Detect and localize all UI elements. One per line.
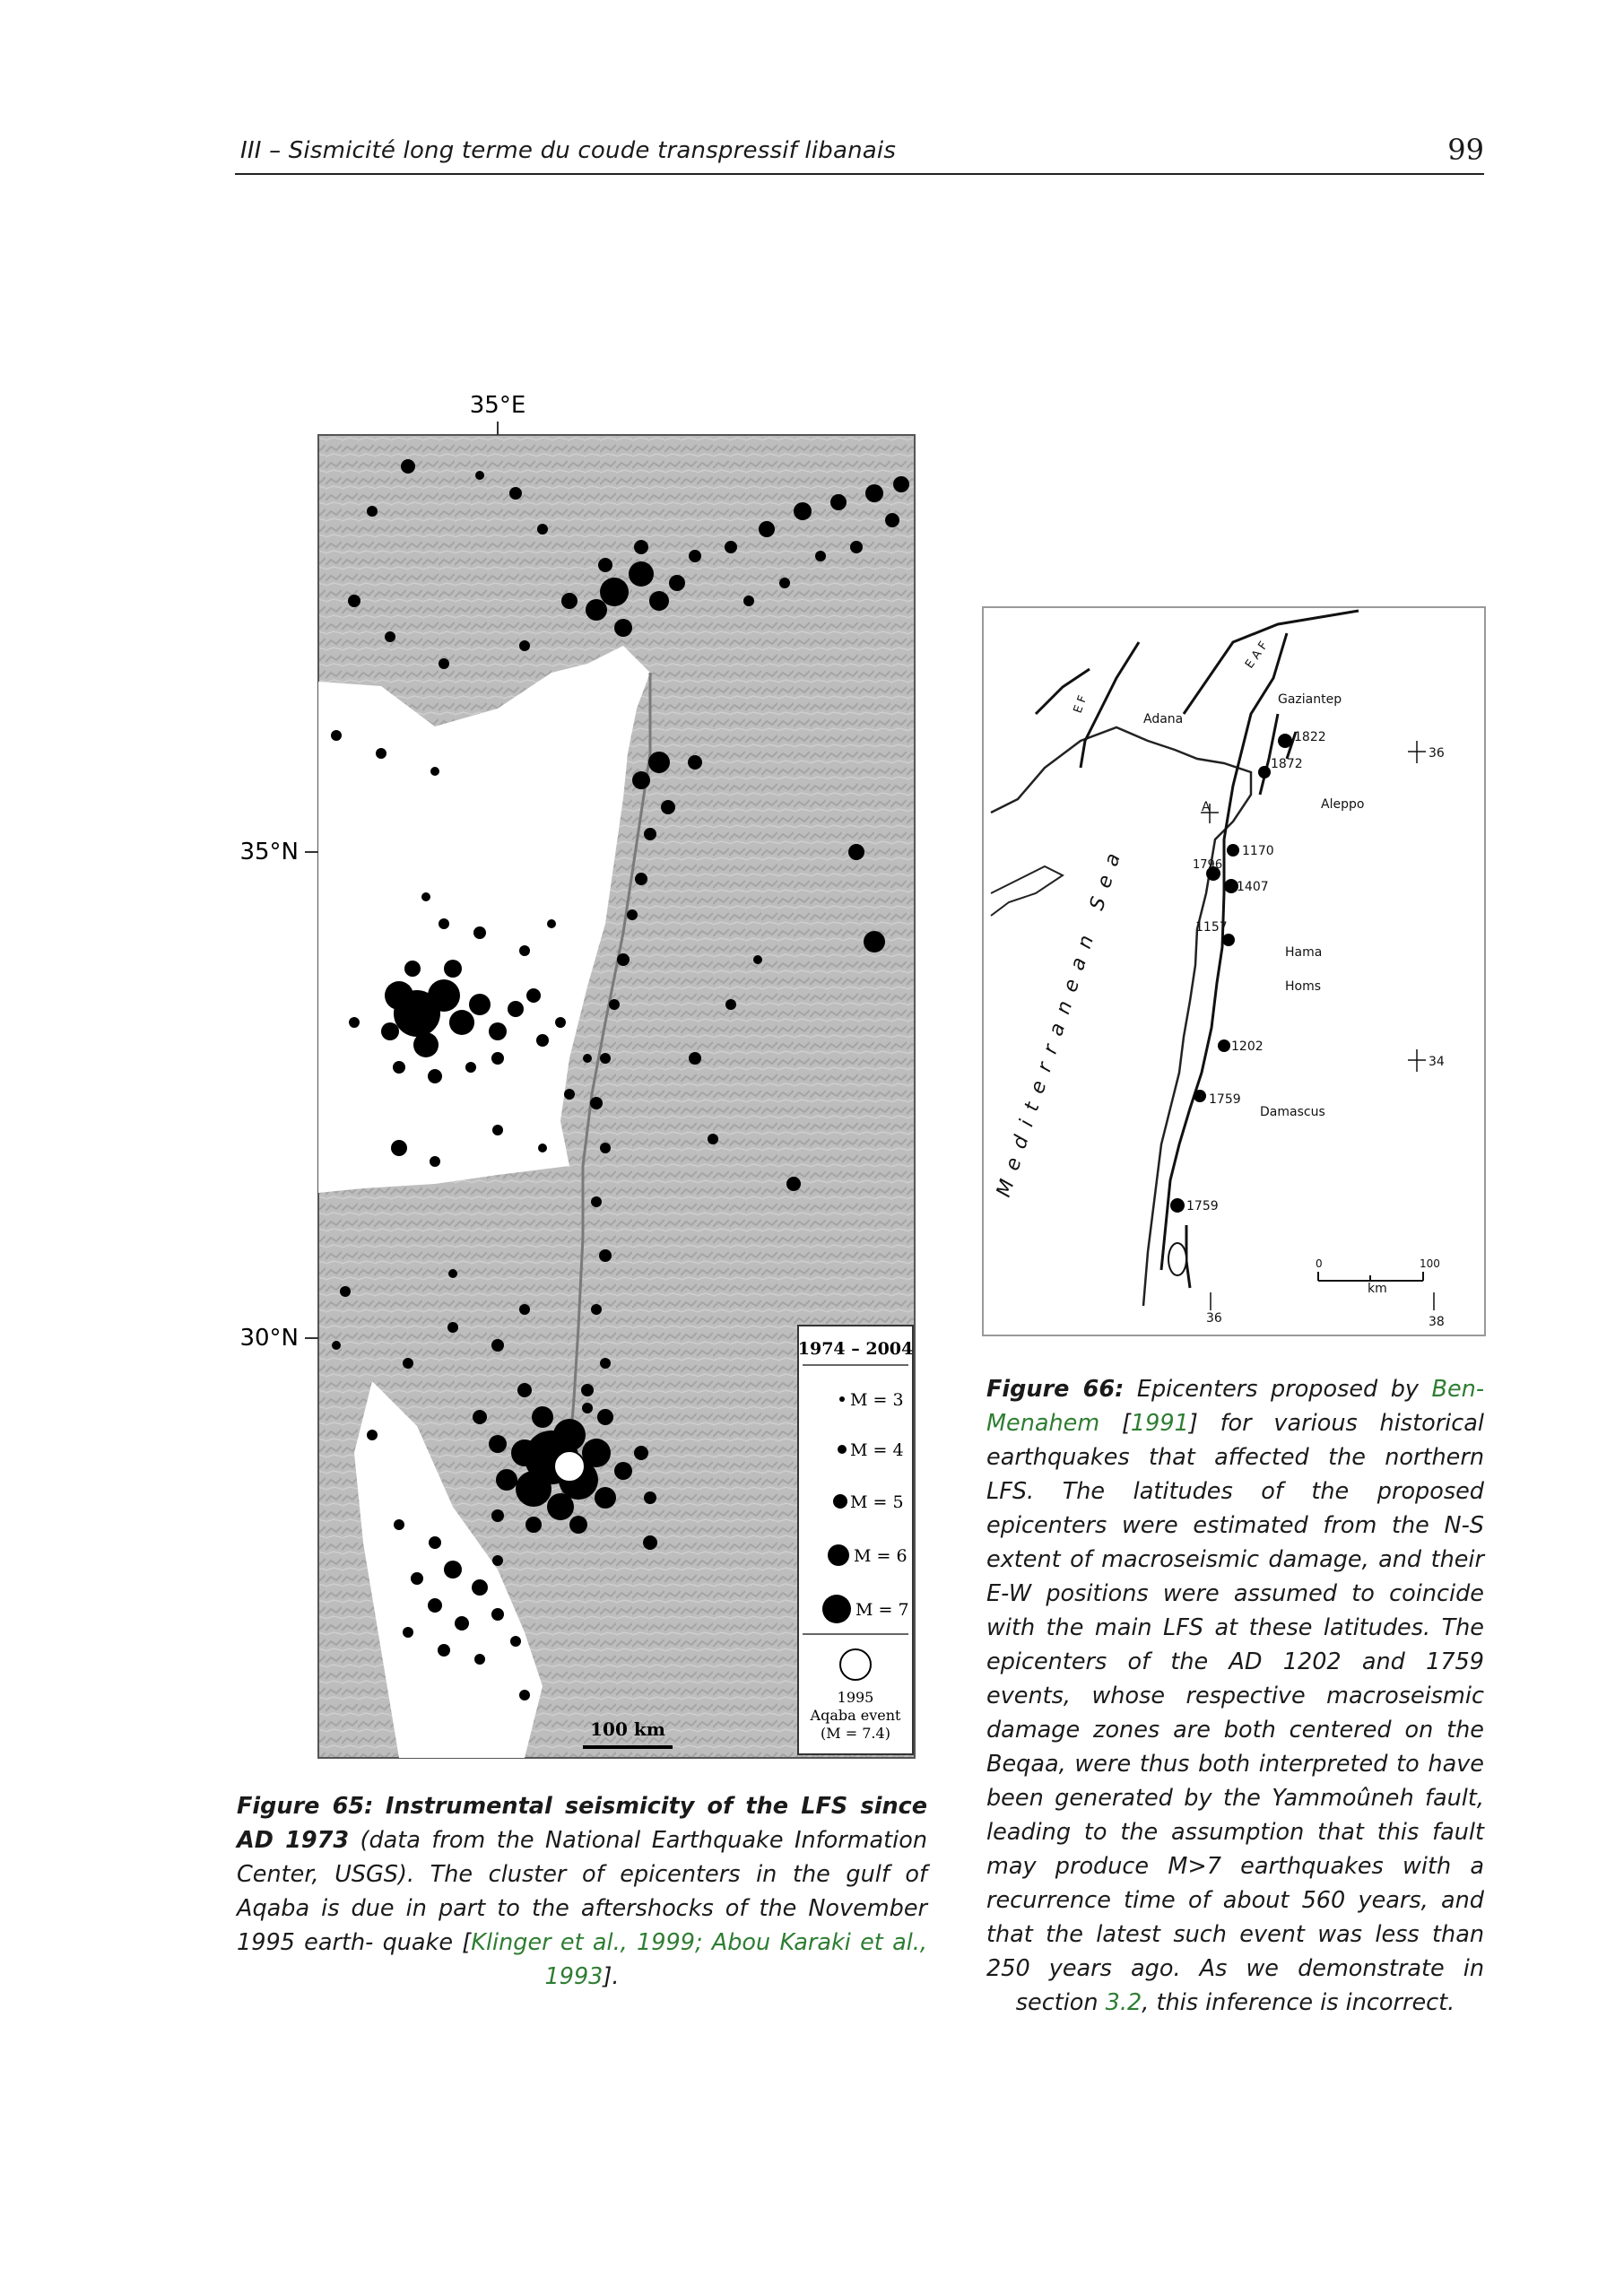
event-year-1170: 1170 [1242, 844, 1274, 858]
place-label-homs: Homs [1285, 979, 1322, 994]
legend-m7: M = 7 [855, 1600, 909, 1620]
caption-66-text-2: for various historical earthquakes that affected the northern LFS. The latitudes of the proposed epicenters were estimated from the N-S extent of macroseismic damage, and their E-W positions were assumed to coincide with the main LFS at these latitudes. The epicenters of the AD 1202 and 1759 events, whose respective macroseismic damage zones are both centered on the Beqaa, were thus both interpreted to have been generated by the Yammoûneh fault, leading to the assumption that this fault may produce M>7 earthquakes with a recurrence time of about 560 years, and that the latest such event was less than 250 years ago. As we demonstrate in section [986, 1410, 1484, 2016]
longitude-tick-36: 36 [1206, 1311, 1222, 1326]
place-label-damascus: Damascus [1260, 1105, 1325, 1119]
caption-65-title: Instrumental seismicity of the LFS since AD 1973 [237, 1793, 928, 1854]
running-header-title: III – Sismicité long terme du coude transpressif libanais [240, 137, 897, 164]
legend-event-year: 1995 [837, 1689, 874, 1706]
caption-65-citation[interactable]: Klinger et al., 1999; Abou Karaki et al., 1993 [471, 1929, 927, 1990]
caption-66-section-ref[interactable]: 3.2 [1105, 1989, 1142, 2016]
graticule-marks [1201, 741, 1434, 1310]
historical-epicenters [1170, 734, 1292, 1213]
place-label-aleppo: Aleppo [1321, 797, 1365, 812]
legend-m6: M = 6 [854, 1546, 908, 1566]
scale-unit: km [1368, 1282, 1387, 1296]
event-year-1407: 1407 [1237, 880, 1269, 894]
caption-66-label: Figure 66: [986, 1376, 1125, 1403]
longitude-label-35e: 35°E [469, 392, 526, 419]
legend-m5: M = 5 [850, 1492, 904, 1512]
place-label-gaziantep: Gaziantep [1278, 692, 1342, 707]
figure-65-caption [237, 1789, 927, 1994]
seismicity-map [229, 377, 928, 1776]
caption-66-citation-year[interactable]: 1991 [1130, 1410, 1189, 1437]
dead-sea-outline [1168, 1243, 1186, 1275]
legend-m4: M = 4 [850, 1440, 904, 1460]
figure66-scale-bar [1318, 1272, 1423, 1281]
latitude-tick-36: 36 [1429, 746, 1445, 761]
event-year-1822: 1822 [1294, 730, 1326, 744]
map-legend [798, 1326, 914, 1754]
event-year-1872: 1872 [1271, 757, 1303, 771]
caption-66-text-1: Epicenters proposed by [1136, 1376, 1419, 1403]
place-label-adana: Adana [1143, 712, 1184, 726]
sea-label: Mediterranean Sea [992, 840, 1129, 1200]
scale-bar-label: 100 km [590, 1718, 665, 1740]
event-year-1796: 1796 [1193, 858, 1223, 872]
figure-66 [982, 606, 1486, 1336]
figure-66-caption: Figure 66: Epicenters proposed by Ben-Menahem [1991] for various historical earthquakes that affected the northern LFS. The latitudes of the proposed epicenters were estimated from the N-S extent of macroseismic damage, and their E-W positions were assumed to coincide with the main LFS at these latitudes. The epicenters of the AD 1202 and 1759 events, whose respective macroseismic damage zones are both centered on the Beqaa, were thus both interpreted to have been generated by the Yammoûneh fault, leading to the assumption that this fault may produce M>7 earthquakes with a recurrence time of about 560 years, and that the latest such event was less than 250 years ago. As we demonstrate in section 3.2, this inference is incorrect. [986, 1376, 1485, 2016]
point-label-a: A [1202, 800, 1211, 814]
legend-event-magnitude: (M = 7.4) [821, 1725, 890, 1742]
legend-event-name: Aqaba event [810, 1707, 901, 1724]
event-year-1202: 1202 [1231, 1039, 1264, 1054]
latitude-tick-34: 34 [1429, 1055, 1445, 1069]
legend-period: 1974 – 2004 [797, 1339, 914, 1359]
fault-label-ef: E F [1071, 693, 1090, 716]
caption-65-line [237, 1789, 927, 1994]
historical-epicenter-map [982, 606, 1486, 1336]
event-year-1759-south: 1759 [1186, 1199, 1219, 1213]
figure-65 [229, 377, 928, 1776]
caption-66-text-3: , this inference is incorrect. [1142, 1989, 1455, 2016]
latitude-label-35n: 35°N [239, 839, 299, 865]
event-year-1157: 1157 [1195, 920, 1228, 935]
legend-m3: M = 3 [850, 1390, 904, 1410]
caption-65-label: Figure 65: [237, 1793, 374, 1820]
aqaba-event-marker [554, 1451, 585, 1482]
caption-65-body: (data from the National Earthquake Information Center, USGS). The cluster of epicenters in the gulf of Aqaba is due in part to the aftershocks of the November 1995 earth- quake [ [237, 1827, 928, 1956]
scale-tick-0: 0 [1316, 1257, 1323, 1270]
cyprus-coast [991, 866, 1063, 916]
scale-tick-100: 100 [1420, 1257, 1440, 1270]
header-rule [235, 173, 1484, 175]
latitude-label-30n: 30°N [239, 1325, 299, 1352]
longitude-tick-38: 38 [1429, 1315, 1445, 1329]
page-number: 99 [1447, 133, 1484, 167]
fault-label-eaf: E A F [1242, 639, 1272, 672]
caption-65-end: ]. [603, 1963, 620, 1990]
caption-66-citation-author[interactable]: Ben-Menahem [986, 1376, 1485, 1437]
place-label-hama: Hama [1285, 945, 1323, 960]
event-year-1759-north: 1759 [1209, 1092, 1241, 1107]
